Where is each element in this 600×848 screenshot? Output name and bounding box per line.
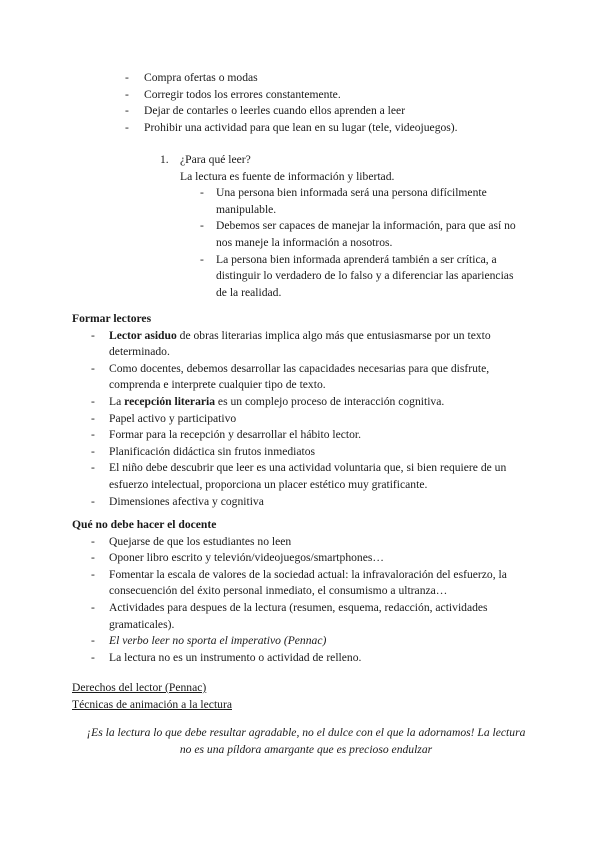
que-no-debe-hacer-section — [72, 517, 532, 666]
formar-bullet-list — [109, 328, 532, 511]
list-item: - Debemos ser capaces de manejar la información, para que así no nos maneje la información a nosotros. — [216, 218, 520, 251]
list-item: - La persona bien informada aprenderá también a ser crítica, a distinguir lo verdadero de lo falso y a diferenciar las apariencias de la realidad. — [216, 252, 520, 302]
list-item: - Compra ofertas o modas — [144, 70, 544, 87]
list-item — [109, 328, 532, 361]
why-lead-text: La lectura es fuente de información y libertad. — [180, 169, 395, 183]
list-item — [109, 394, 532, 411]
list-item: - El verbo leer no sporta el imperativo (Pennac) — [109, 633, 532, 650]
closing-quote: ¡Es la lectura lo que debe resultar agradable, no el dulce con el que la adornamos! La lectura no es una píldora amargante que es precioso endulzar — [86, 726, 526, 756]
list-item: - Como docentes, debemos desarrollar las capacidades necesarias para que disfrute, comprenda e interprete cualquier tipo de texto. — [109, 361, 532, 394]
tecnicas-de-animacion-link[interactable]: Técnicas de animación a la lectura — [72, 697, 232, 711]
docente-bullet-list — [109, 534, 532, 667]
list-item: - Quejarse de que los estudiantes no leen — [109, 534, 532, 551]
list-item: - Oponer libro escrito y televión/videojuegos/smartphones… — [109, 550, 532, 567]
list-item: - Formar para la recepción y desarrollar el hábito lector. — [109, 427, 532, 444]
numbered-question — [160, 152, 520, 169]
list-item: - Una persona bien informada será una persona difícilmente manipulable. — [216, 185, 520, 218]
list-item: - Dimensiones afectiva y cognitiva — [109, 494, 532, 511]
list-item: - Actividades para despues de la lectura (resumen, esquema, redacción, actividades gramaticales). — [109, 600, 532, 633]
section-heading: Qué no debe hacer el docente — [72, 518, 217, 531]
list-item-text: de obras literarias implica algo más que entusiasmarse por un texto determinado. — [109, 328, 491, 359]
list-item: - Fomentar la escala de valores de la sociedad actual: la infravaloración del esfuerzo, la consecuención del éxito personal inmediato, el consumismo a ultranza… — [109, 567, 532, 600]
derechos-del-lector-link[interactable]: Derechos del lector (Pennac) — [72, 681, 207, 694]
top-bullet-list — [144, 70, 544, 136]
list-item: - El niño debe descubrir que leer es una actividad voluntaria que, si bien requiere de un esfuerzo intelectual, proporciona un placer estético muy gratificante. — [109, 460, 532, 493]
why-bullet-list — [216, 185, 520, 301]
bold-term: recepción literaria — [124, 394, 216, 408]
formar-lectores-section — [72, 311, 532, 510]
list-item: - Corregir todos los errores constantemente. — [144, 87, 544, 104]
list-item: - La lectura no es un instrumento o actividad de relleno. — [109, 650, 532, 667]
question-text: ¿Para qué leer? — [180, 153, 251, 166]
list-item: - Dejar de contarles o leerles cuando ellos aprenden a leer — [144, 103, 544, 120]
list-item: - Papel activo y participativo — [109, 411, 532, 428]
list-item: - Prohibir una actividad para que lean en su lugar (tele, videojuegos). — [144, 120, 544, 137]
list-item: - Planificación didáctica sin frutos inmediatos — [109, 444, 532, 461]
list-item-text: es un complejo proceso de interacción cognitiva. — [215, 394, 445, 408]
section-heading: Formar lectores — [72, 312, 152, 325]
list-item-text: La — [109, 394, 125, 408]
why-read-block — [160, 152, 520, 301]
bold-term: Lector asiduo — [109, 328, 177, 342]
underlined-links — [72, 680, 472, 713]
question-number: 1. — [160, 153, 169, 166]
